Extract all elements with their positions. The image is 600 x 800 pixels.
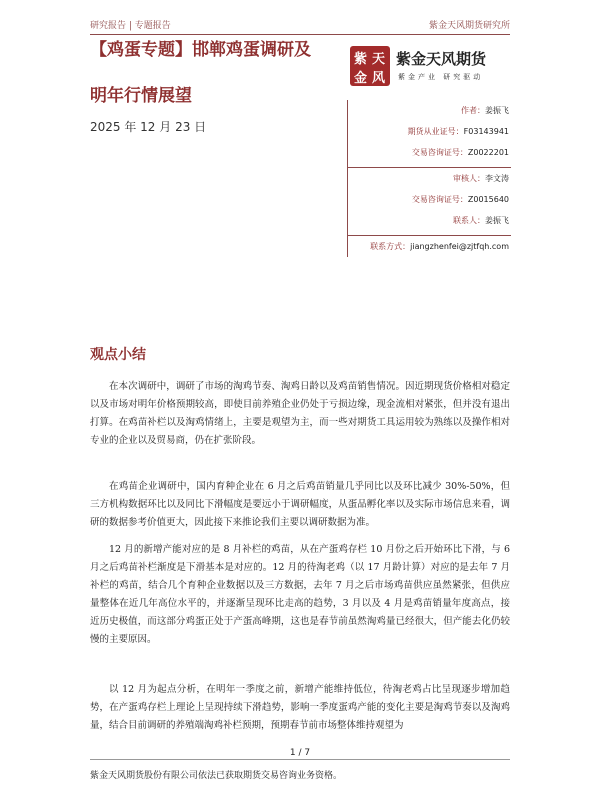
info-reviewer: 审核人：李文涛: [348, 167, 511, 189]
header-left-text: 研究报告 | 专题报告: [90, 21, 171, 31]
report-title-line2: 明年行情展望: [90, 86, 192, 106]
section-title: 观点小结: [90, 347, 146, 363]
info-license: 期货从业证号：F03143941: [407, 127, 509, 136]
report-date: 2025 年 12 月 23 日: [90, 120, 207, 134]
paragraph-2: 在鸡苗企业调研中，国内育种企业在 6 月之后鸡苗销量几乎同比以及环比减少 30%-50%，但三方机构数据环比以及同比下滑幅度是要远小于调研幅度，从蛋品孵化率以及实际市场信息来看，调研的数据参考价值更大，因此接下来推论我们主要以调研数据为准。: [90, 481, 510, 528]
header-right-text: 紫金天风期货研究所: [428, 21, 510, 31]
author-info-box: [347, 100, 511, 257]
footer-divider: [90, 759, 510, 760]
paragraph-3: 12 月的新增产能对应的是 8 月补栏的鸡苗，从在产蛋鸡存栏 10 月份之后开始环比下滑，与 6 月之后鸡苗补栏渐度是下滑基本是对应的。12 月的待淘老鸡（以 17 月龄计算）对应的是去年 7 月补栏的鸡苗，结合几个育种企业数据以及三方数据，去年 7 月之后市场鸡苗供应虽然紧张，但供应量整体在近几年高位水平的，并逐渐呈现环比走高的趋势，3 月以及 4 月是鸡苗销量年度高点，接近历史极值，而这部分鸡蛋正处于产蛋高峰期，这也是春节前虽然淘鸡量已经很大，但产能去化仍较慢的主要原因。: [90, 544, 510, 645]
paragraph-1: 在本次调研中，调研了市场的淘鸡节奏、淘鸡日龄以及鸡苗销售情况。因近期现货价格相对稳定以及市场对明年价格预期较高，即使目前养殖企业仍处于亏损边缘，现金流相对紧张，但并没有退出打算。在鸡苗补栏以及淘鸡情绪上，主要是观望为主，而一些对期货工具运用较为熟练以及操作相对专业的企业以及贸易商，仍在扩张阶段。: [90, 381, 510, 446]
page-number: 1 / 7: [289, 748, 311, 758]
page-header: [90, 16, 510, 35]
report-title-line1: 【鸡蛋专题】邯郸鸡蛋调研及: [90, 40, 311, 60]
info-email: 联系方式：jiangzhenfei@zjtfqh.com: [348, 235, 511, 257]
footer-disclaimer: 紫金天风期货股份有限公司依法已获取期货交易咨询业务资格。: [90, 771, 343, 781]
info-contact: 联系人：姜振飞: [453, 216, 509, 225]
company-logo: [350, 46, 510, 94]
info-consult-license: 交易咨询证号：Z0022201: [411, 148, 509, 157]
company-name: 紫金天风期货: [396, 50, 487, 68]
info-reviewer-license: 交易咨询证号：Z0015640: [411, 195, 509, 204]
paragraph-4: 以 12 月为起点分析，在明年一季度之前，新增产能维持低位，待淘老鸡占比呈现逐步增加趋势，在产蛋鸡存栏上理论上呈现持续下滑趋势，影响一季度蛋鸡产能的变化主要是淘鸡节奏以及淘鸡量，结合目前调研的养殖端淘鸡补栏预期，预期春节前市场整体维持观望为: [90, 684, 510, 731]
seal-icon: 紫 天 金 风: [350, 46, 390, 86]
info-author: 作者：姜振飞: [461, 106, 509, 115]
company-slogan: 紫金产业 研究驱动: [398, 73, 484, 81]
report-title: [90, 42, 350, 105]
